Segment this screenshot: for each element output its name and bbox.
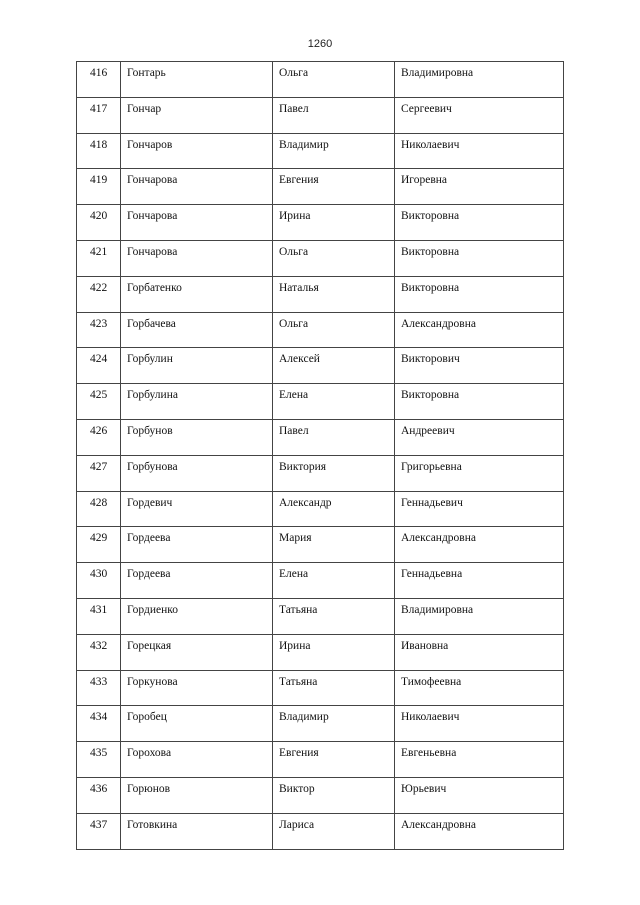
row-number-cell [77,348,121,384]
surname-cell [121,419,273,455]
first-name-cell-text: Павел [279,424,309,437]
table-row [77,813,564,849]
table-row [77,276,564,312]
patronymic-cell [395,62,564,98]
patronymic-cell [395,133,564,169]
row-number-cell [77,455,121,491]
patronymic-cell-text: Евгеньевна [401,747,457,760]
patronymic-cell-text: Викторовна [401,210,460,223]
table-row [77,563,564,599]
patronymic-cell [395,563,564,599]
row-number-cell [77,491,121,527]
row-number-cell [77,133,121,169]
first-name-cell-text: Мария [279,532,312,545]
patronymic-cell [395,670,564,706]
first-name-cell [273,169,395,205]
row-number-cell [77,634,121,670]
row-number-cell [77,62,121,98]
patronymic-cell-text: Александровна [401,317,476,330]
patronymic-cell-text: Сергеевич [401,102,452,115]
surname-cell [121,133,273,169]
table-row [77,348,564,384]
patronymic-cell-text: Викторовна [401,245,460,258]
surname-cell [121,634,273,670]
table-row [77,670,564,706]
patronymic-cell-text: Владимировна [401,603,474,616]
row-number-cell [77,97,121,133]
surname-cell-text: Горецкая [127,639,172,652]
surname-cell [121,777,273,813]
surname-cell [121,813,273,849]
surname-cell-text: Готовкина [127,818,178,831]
row-number-cell-text: 422 [90,281,108,294]
first-name-cell-text: Владимир [279,711,329,724]
patronymic-cell-text: Андреевич [401,424,455,437]
first-name-cell-text: Наталья [279,281,319,294]
patronymic-cell-text: Тимофеевна [401,675,462,688]
surname-cell [121,384,273,420]
row-number-cell-text: 437 [90,818,108,831]
patronymic-cell [395,813,564,849]
surname-cell [121,742,273,778]
surname-cell-text: Гончарова [127,245,178,258]
row-number-cell-text: 428 [90,496,108,509]
row-number-cell-text: 436 [90,782,108,795]
table-row [77,240,564,276]
first-name-cell [273,706,395,742]
surname-cell-text: Горбунова [127,460,178,473]
surname-cell [121,97,273,133]
patronymic-cell [395,276,564,312]
patronymic-cell [395,240,564,276]
first-name-cell [273,777,395,813]
first-name-cell [273,598,395,634]
first-name-cell-text: Виктория [279,460,327,473]
patronymic-cell [395,348,564,384]
patronymic-cell-text: Геннадьевич [401,496,463,509]
patronymic-cell [395,742,564,778]
row-number-cell [77,813,121,849]
surname-cell [121,169,273,205]
first-name-cell [273,133,395,169]
patronymic-cell [395,205,564,241]
surname-cell-text: Гордеева [127,568,171,581]
patronymic-cell-text: Григорьевна [401,460,462,473]
row-number-cell-text: 430 [90,568,108,581]
first-name-cell-text: Татьяна [279,675,318,688]
surname-cell [121,276,273,312]
first-name-cell [273,670,395,706]
surname-cell [121,491,273,527]
first-name-cell-text: Татьяна [279,603,318,616]
row-number-cell-text: 427 [90,460,108,473]
row-number-cell [77,670,121,706]
row-number-cell-text: 423 [90,317,108,330]
row-number-cell-text: 435 [90,747,108,760]
first-name-cell-text: Павел [279,102,309,115]
surname-cell [121,312,273,348]
first-name-cell-text: Елена [279,568,309,581]
first-name-cell [273,62,395,98]
surname-cell [121,62,273,98]
first-name-cell-text: Ирина [279,639,311,652]
row-number-cell-text: 425 [90,389,108,402]
row-number-cell [77,240,121,276]
surname-cell-text: Гордеева [127,532,171,545]
first-name-cell-text: Ирина [279,210,311,223]
table-row [77,598,564,634]
row-number-cell-text: 429 [90,532,108,545]
surname-cell [121,706,273,742]
patronymic-cell [395,491,564,527]
surname-cell-text: Гончарова [127,210,178,223]
first-name-cell-text: Виктор [279,782,315,795]
row-number-cell [77,527,121,563]
surname-cell-text: Гонтарь [127,67,166,79]
patronymic-cell [395,169,564,205]
patronymic-cell-text: Геннадьевна [401,568,463,581]
first-name-cell-text: Владимир [279,138,329,151]
surname-cell-text: Горкунова [127,675,178,688]
row-number-cell [77,276,121,312]
patronymic-cell [395,634,564,670]
row-number-cell [77,742,121,778]
row-number-cell [77,384,121,420]
surname-cell-text: Гордевич [127,496,173,509]
table-row [77,455,564,491]
row-number-cell [77,706,121,742]
first-name-cell-text: Ольга [279,67,309,79]
row-number-cell-text: 416 [90,67,108,79]
row-number-cell-text: 419 [90,174,108,187]
table-row [77,205,564,241]
table-row [77,62,564,98]
surname-cell-text: Горбунов [127,424,173,437]
surname-cell [121,205,273,241]
surname-cell [121,348,273,384]
row-number-cell [77,598,121,634]
surname-cell [121,527,273,563]
patronymic-cell-text: Николаевич [401,138,460,151]
first-name-cell-text: Евгения [279,747,319,760]
surname-cell-text: Гончаров [127,138,173,151]
first-name-cell [273,205,395,241]
surname-cell-text: Гончарова [127,174,178,187]
row-number-cell [77,205,121,241]
first-name-cell [273,563,395,599]
first-name-cell-text: Алексей [279,353,320,366]
page-number: 1260 [307,38,333,50]
first-name-cell [273,240,395,276]
surname-cell [121,563,273,599]
first-name-cell-text: Евгения [279,174,319,187]
patronymic-cell [395,384,564,420]
row-number-cell-text: 417 [90,102,108,115]
table-row [77,169,564,205]
patronymic-cell-text: Игоревна [401,174,448,187]
table-row [77,491,564,527]
row-number-cell [77,563,121,599]
surname-cell [121,598,273,634]
patronymic-cell [395,455,564,491]
surname-cell [121,455,273,491]
surname-cell-text: Горбулина [127,389,178,402]
row-number-cell-text: 434 [90,711,108,724]
first-name-cell-text: Елена [279,389,309,402]
first-name-cell-text: Ольга [279,245,309,258]
table-row [77,777,564,813]
row-number-cell [77,169,121,205]
surname-cell-text: Горохова [127,747,172,760]
patronymic-cell-text: Александровна [401,818,476,831]
first-name-cell [273,491,395,527]
patronymic-cell-text: Николаевич [401,711,460,724]
table-row [77,97,564,133]
patronymic-cell [395,527,564,563]
patronymic-cell-text: Ивановна [401,639,449,652]
patronymic-cell [395,419,564,455]
row-number-cell [77,312,121,348]
patronymic-cell-text: Александровна [401,532,476,545]
patronymic-cell-text: Юрьевич [401,782,447,795]
first-name-cell [273,455,395,491]
roster-table [76,61,564,850]
patronymic-cell [395,706,564,742]
row-number-cell-text: 433 [90,675,108,688]
first-name-cell [273,813,395,849]
patronymic-cell [395,598,564,634]
first-name-cell [273,348,395,384]
surname-cell-text: Гордиенко [127,603,179,616]
patronymic-cell [395,777,564,813]
first-name-cell [273,312,395,348]
row-number-cell-text: 418 [90,138,108,151]
first-name-cell [273,384,395,420]
patronymic-cell-text: Викторовна [401,281,460,294]
surname-cell [121,670,273,706]
row-number-cell-text: 421 [90,245,108,258]
surname-cell-text: Гончар [127,102,162,115]
row-number-cell [77,777,121,813]
row-number-cell-text: 420 [90,210,108,223]
surname-cell [121,240,273,276]
first-name-cell [273,419,395,455]
first-name-cell [273,97,395,133]
surname-cell-text: Горбулин [127,353,173,366]
patronymic-cell [395,97,564,133]
table-row [77,384,564,420]
first-name-cell-text: Александр [279,496,332,509]
first-name-cell-text: Ольга [279,317,309,330]
first-name-cell [273,742,395,778]
row-number-cell-text: 426 [90,424,108,437]
table-row [77,419,564,455]
table-row [77,527,564,563]
surname-cell-text: Горбачева [127,317,176,330]
patronymic-cell-text: Викторовна [401,389,460,402]
surname-cell-text: Горбатенко [127,281,182,294]
roster-body [77,62,564,850]
row-number-cell-text: 424 [90,353,108,366]
surname-cell-text: Горобец [127,711,167,724]
table-row [77,706,564,742]
patronymic-cell-text: Викторович [401,353,460,366]
row-number-cell-text: 432 [90,639,108,652]
row-number-cell [77,419,121,455]
first-name-cell [273,276,395,312]
table-row [77,312,564,348]
first-name-cell [273,527,395,563]
first-name-cell-text: Лариса [279,818,315,831]
row-number-cell-text: 431 [90,603,108,616]
patronymic-cell [395,312,564,348]
surname-cell-text: Горюнов [127,782,171,795]
table-row [77,634,564,670]
patronymic-cell-text: Владимировна [401,67,474,79]
first-name-cell [273,634,395,670]
table-row [77,133,564,169]
table-row [77,742,564,778]
